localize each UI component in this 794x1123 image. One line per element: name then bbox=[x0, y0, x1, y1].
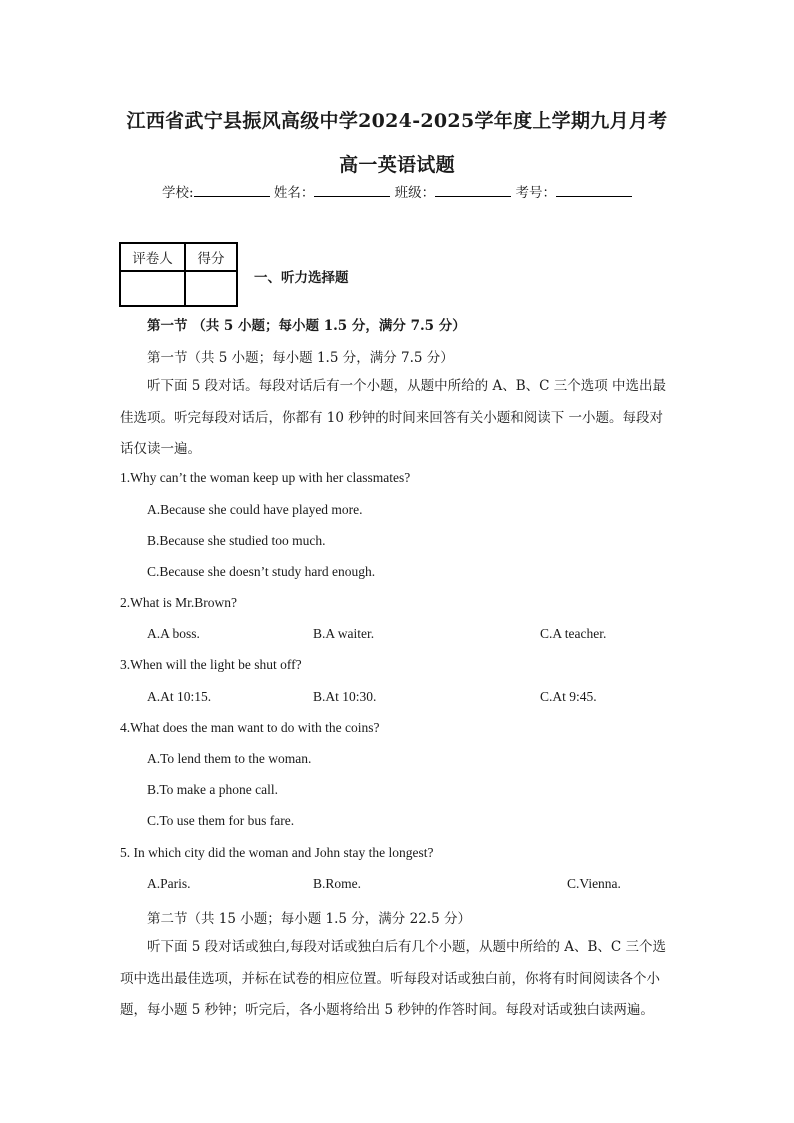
exam-title-line2: 高一英语试题 bbox=[339, 154, 455, 176]
exam-number-blank bbox=[556, 184, 632, 197]
question-2-option-c: C.A teacher. bbox=[540, 626, 607, 641]
section-title: 一、听力选择题 bbox=[254, 270, 349, 286]
part2-instructions: 听下面 5 段对话或独白,每段对话或独白后有几个小题，从题中所给的 A、B、C 三个选项中选出最佳选项，并标在试卷的相应位置。听每段对话或独白前，你将有时间阅读各个小题，每小题 5 秒钟；听完后，各小题将给出 5 秒钟的作答时间。每段对话或独白读两遍。 bbox=[120, 939, 667, 1018]
name-blank bbox=[314, 184, 390, 197]
question-2-option-a: A.A boss. bbox=[147, 626, 200, 641]
question-1-option-a: A.Because she could have played more. bbox=[147, 502, 363, 517]
score-table-grader-header: 评卷人 bbox=[120, 243, 185, 271]
school-label: 学校: bbox=[162, 185, 194, 201]
name-label: 姓名： bbox=[273, 185, 315, 201]
school-blank bbox=[194, 184, 270, 197]
class-blank bbox=[435, 184, 511, 197]
question-2-stem: 2.What is Mr.Brown? bbox=[120, 595, 237, 610]
exam-title-line1: 江西省武宁县振风高级中学2024-2025学年度上学期九月月考 bbox=[126, 110, 668, 132]
question-4-option-b: B.To make a phone call. bbox=[147, 782, 279, 797]
exam-number-label: 考号： bbox=[515, 185, 556, 201]
question-3-stem: 3.When will the light be shut off? bbox=[120, 657, 302, 672]
question-2-option-b: B.A waiter. bbox=[313, 626, 375, 641]
score-table bbox=[119, 242, 238, 307]
score-table-score-cell bbox=[185, 271, 237, 306]
question-3-option-c: C.At 9:45. bbox=[540, 689, 597, 704]
student-info-line bbox=[0, 181, 794, 201]
question-1-option-b: B.Because she studied too much. bbox=[147, 533, 326, 548]
question-5-stem: 5. In which city did the woman and John stay the longest? bbox=[120, 845, 434, 860]
question-1-stem: 1.Why can’t the woman keep up with her classmates? bbox=[120, 470, 411, 485]
class-label: 班级： bbox=[394, 185, 436, 201]
part2-heading: 第二节（共 15 小题；每小题 1.5 分，满分 22.5 分） bbox=[147, 911, 471, 927]
question-3-option-a: A.At 10:15. bbox=[147, 689, 212, 704]
question-4-option-a: A.To lend them to the woman. bbox=[147, 751, 312, 766]
question-5-option-b: B.Rome. bbox=[313, 876, 362, 891]
question-5-option-c: C.Vienna. bbox=[567, 876, 621, 891]
part1-heading-bold: 第一节 （共 5 小题；每小题 1.5 分，满分 7.5 分） bbox=[147, 318, 466, 334]
question-5-option-a: A.Paris. bbox=[147, 876, 191, 891]
question-1-option-c: C.Because she doesn’t study hard enough. bbox=[147, 564, 376, 579]
part1-instructions: 听下面 5 段对话。每段对话后有一个小题，从题中所给的 A、B、C 三个选项 中选出最佳选项。听完每段对话后，你都有 10 秒钟的时间来回答有关小题和阅读下 一小题。每段对话仅读一遍。 bbox=[120, 378, 667, 457]
question-3-option-b: B.At 10:30. bbox=[313, 689, 377, 704]
score-table-score-header: 得分 bbox=[185, 243, 237, 271]
part1-heading: 第一节（共 5 小题；每小题 1.5 分，满分 7.5 分） bbox=[147, 350, 454, 366]
score-table-grader-cell bbox=[120, 271, 185, 306]
question-4-option-c: C.To use them for bus fare. bbox=[147, 813, 295, 828]
question-4-stem: 4.What does the man want to do with the coins? bbox=[120, 720, 380, 735]
